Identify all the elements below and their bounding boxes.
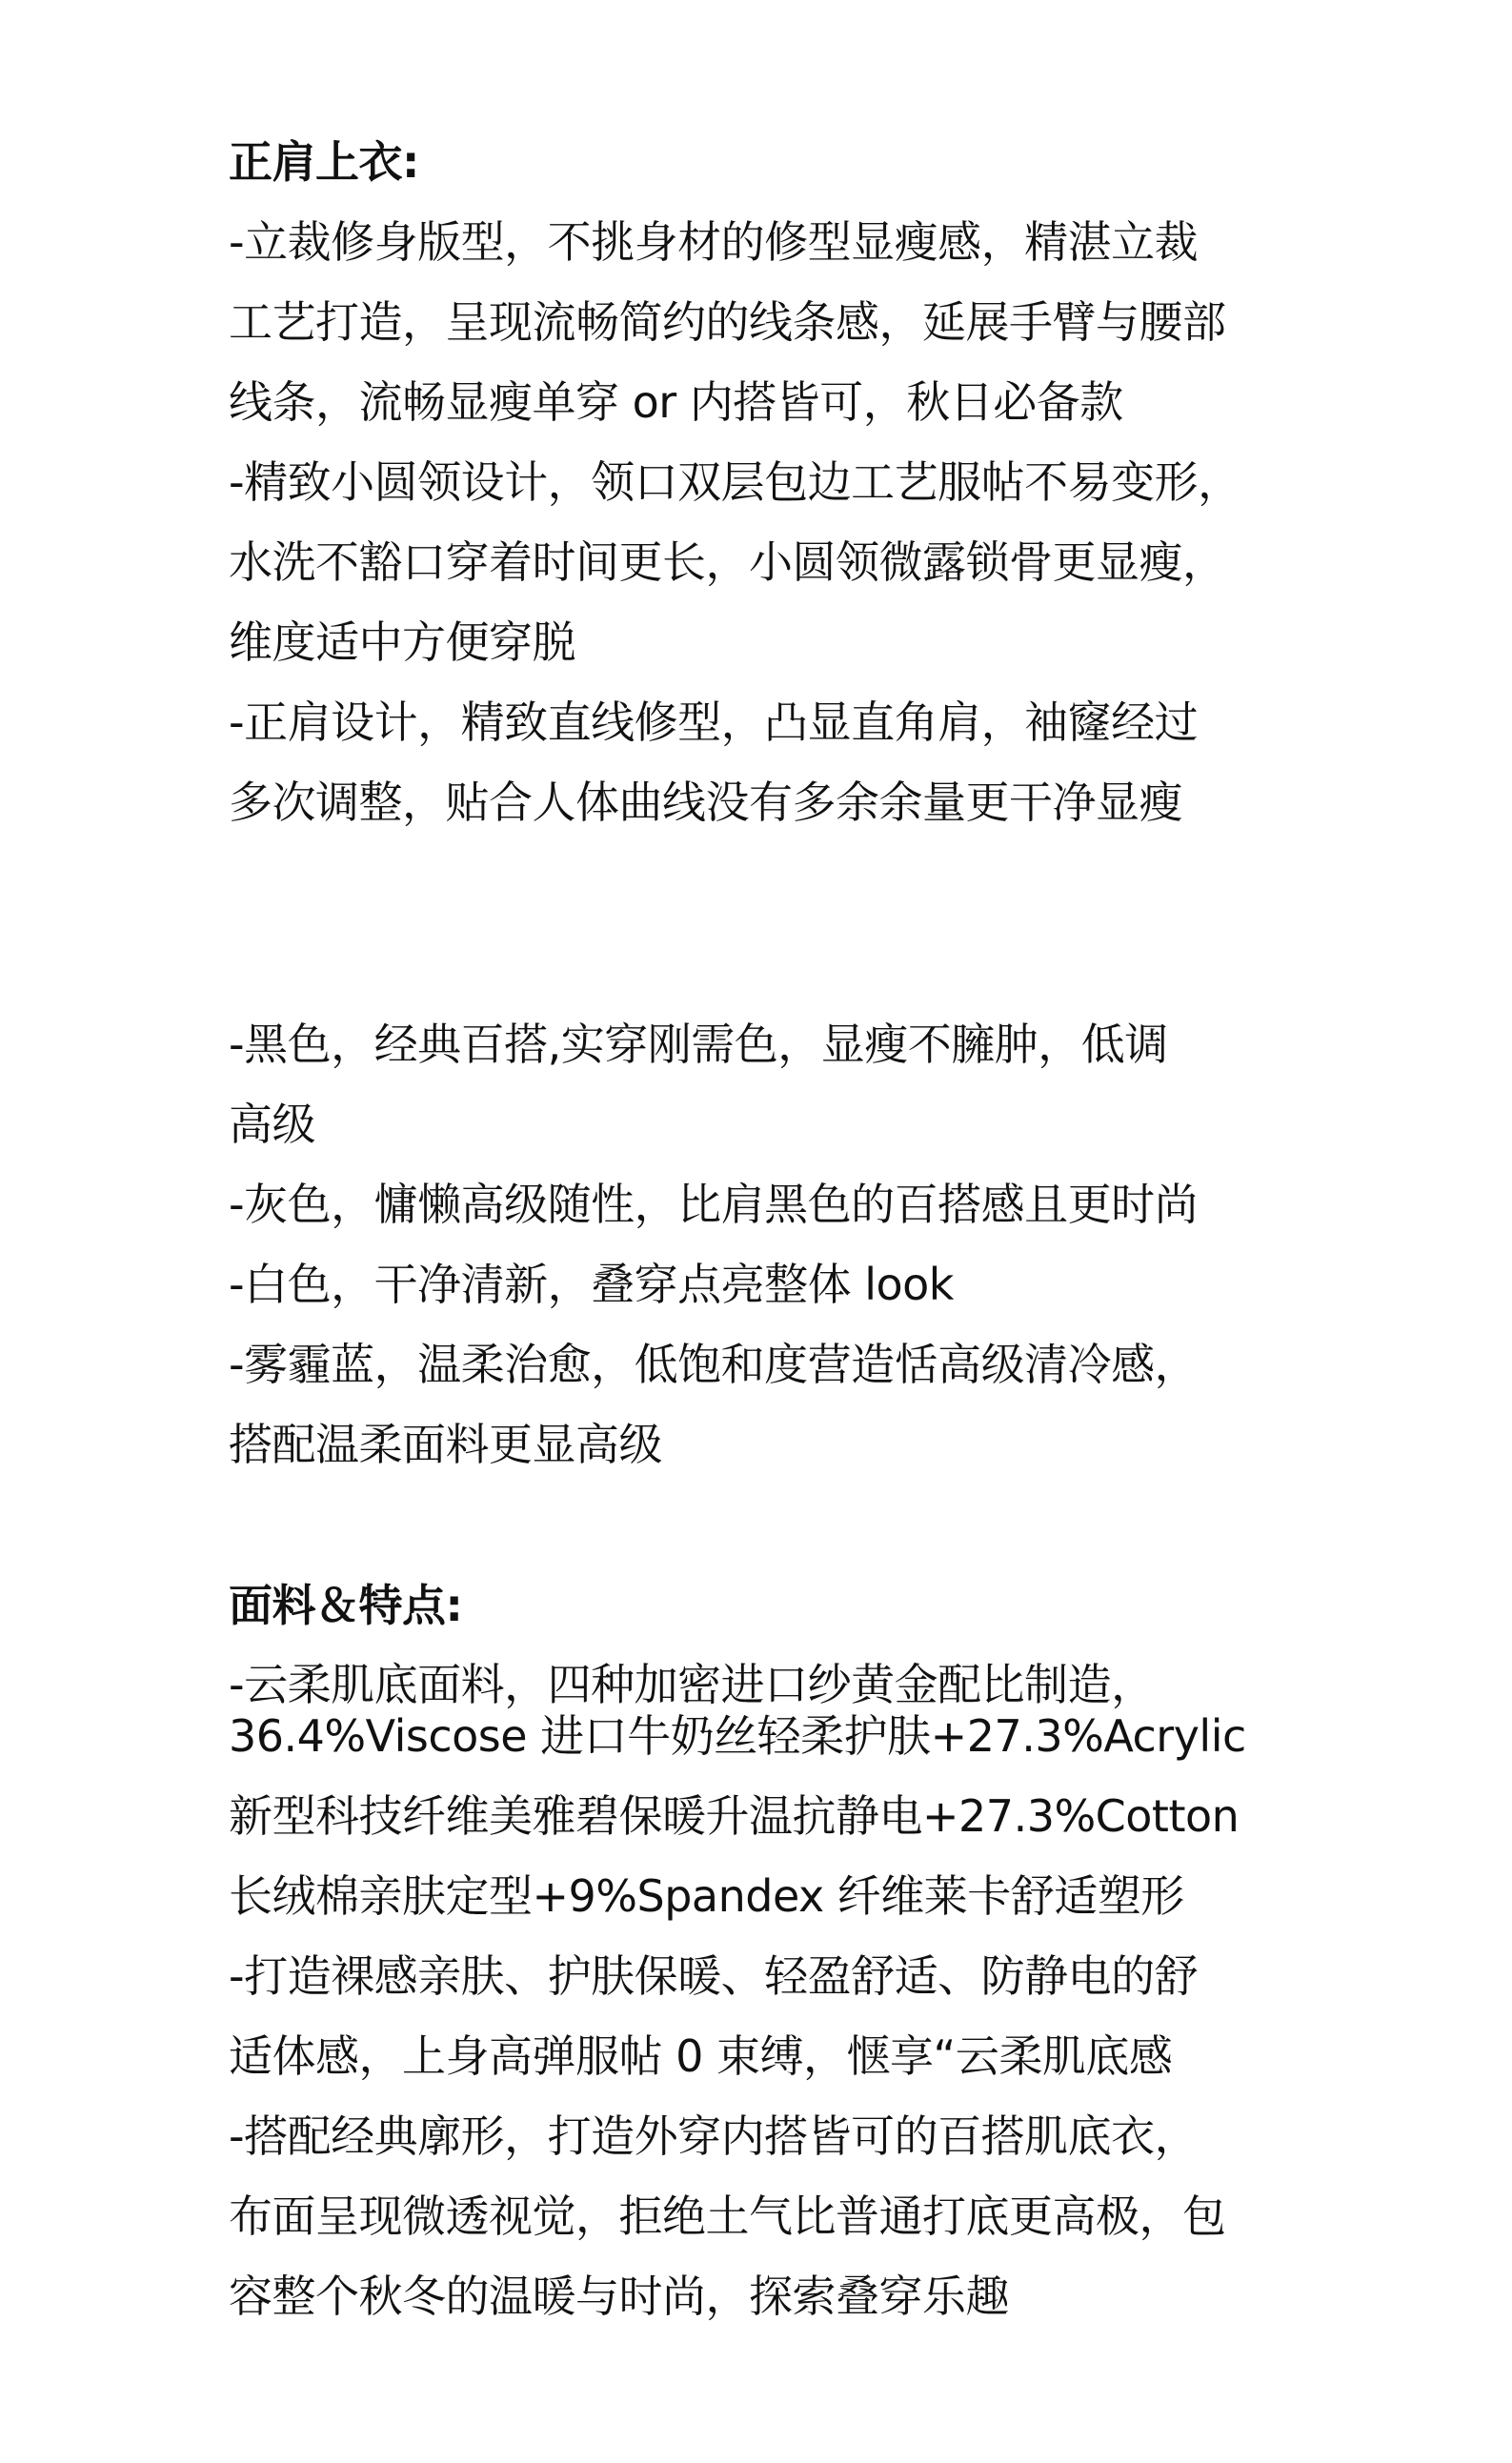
- section-heading-shoulder-top: 正肩上衣:: [229, 136, 419, 188]
- paragraph-line: 高级: [229, 1099, 315, 1150]
- paragraph-line: 工艺打造，呈现流畅简约的线条感，延展手臂与腰部: [229, 296, 1226, 348]
- paragraph-line: -搭配经典廓形，打造外穿内搭皆可的百搭肌底衣，: [229, 2110, 1199, 2162]
- paragraph-line: -正肩设计，精致直线修型，凸显直角肩，袖窿经过: [229, 697, 1199, 748]
- paragraph-line: -打造裸感亲肤、护肤保暖、轻盈舒适、防静电的舒: [229, 1950, 1199, 2002]
- paragraph-line: -云柔肌底面料，四种加密进口纱黄金配比制造，: [229, 1659, 1155, 1710]
- paragraph-line: -雾霾蓝，温柔治愈，低饱和度营造恬高级清冷感，: [229, 1339, 1199, 1390]
- paragraph-line: 多次调整，贴合人体曲线没有多余余量更干净显瘦: [229, 777, 1182, 828]
- paragraph-line: 水洗不豁口穿着时间更长，小圆领微露锁骨更显瘦，: [229, 536, 1226, 588]
- paragraph-line: 长绒棉亲肤定型+9%Spandex 纤维莱卡舒适塑形: [229, 1870, 1184, 1922]
- paragraph-line: 容整个秋冬的温暖与时尚，探索叠穿乐趣: [229, 2271, 1009, 2322]
- paragraph-line: 搭配温柔面料更显高级: [229, 1419, 662, 1470]
- paragraph-line: -黑色，经典百搭,实穿刚需色，显瘦不臃肿，低调: [229, 1019, 1168, 1070]
- paragraph-line: 36.4%Viscose 进口牛奶丝轻柔护肤+27.3%Acrylic: [229, 1710, 1246, 1762]
- paragraph-line: 维度适中方便穿脱: [229, 616, 575, 668]
- paragraph-line: 适体感，上身高弹服帖 0 束缚，惬享“云柔肌底感: [229, 2030, 1173, 2082]
- paragraph-line: -灰色，慵懒高级随性，比肩黑色的百搭感且更时尚: [229, 1179, 1199, 1230]
- paragraph-line: -白色，干净清新，叠穿点亮整体 look: [229, 1259, 954, 1310]
- paragraph-line: -立裁修身版型，不挑身材的修型显瘦感，精湛立裁: [229, 216, 1199, 268]
- paragraph-line: -精致小圆领设计，领口双层包边工艺服帖不易变形，: [229, 456, 1241, 508]
- paragraph-line: 线条，流畅显瘦单穿 or 内搭皆可，秋日必备款: [229, 376, 1123, 428]
- paragraph-line: 布面呈现微透视觉，拒绝土气比普通打底更高极，包: [229, 2190, 1226, 2242]
- section-heading-fabric: 面料＆特点:: [229, 1580, 463, 1631]
- paragraph-line: 新型科技纤维美雅碧保暖升温抗静电+27.3%Cotton: [229, 1790, 1240, 1842]
